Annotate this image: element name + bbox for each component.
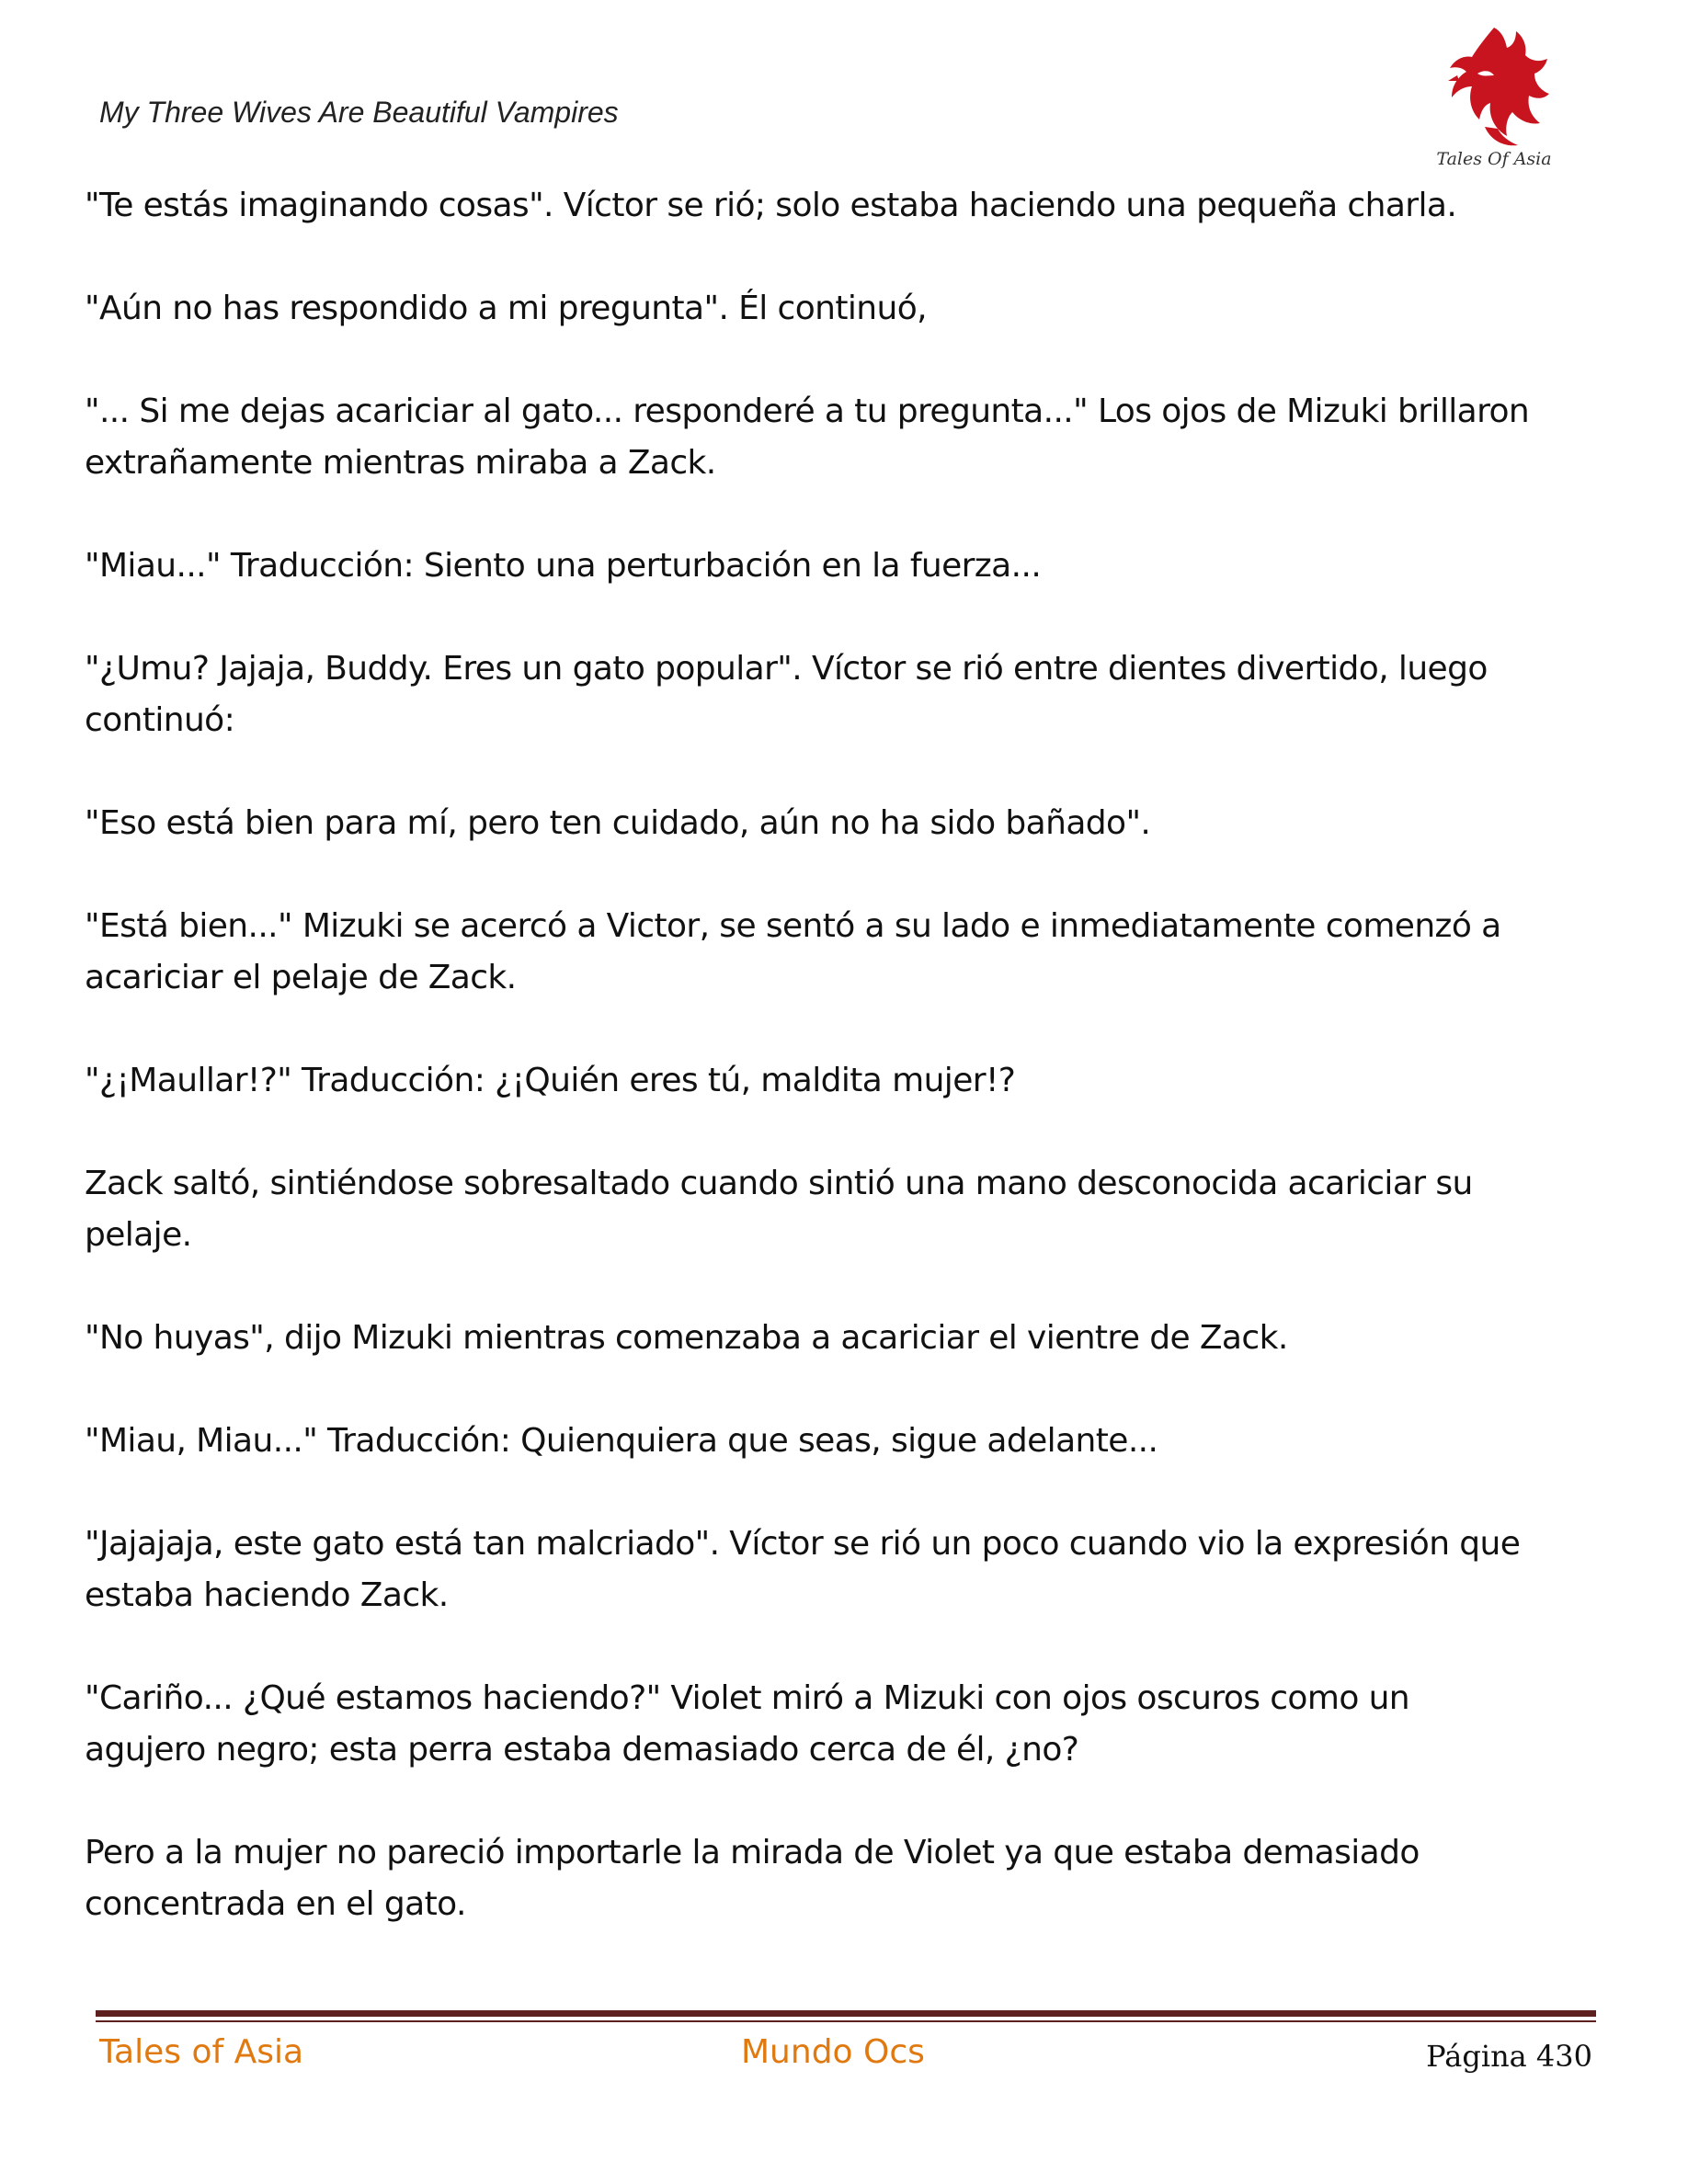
paragraph-line: "¿¡Maullar!?" Traducción: ¿¡Quién eres tú, maldita mujer!? (85, 1062, 1016, 1099)
header-title: My Three Wives Are Beautiful Vampires (99, 96, 619, 129)
page-number: Página 430 (1426, 2039, 1592, 2074)
chapter-body (85, 180, 1620, 1982)
paragraph-line: "Aún no has respondido a mi pregunta". Él continuó, (85, 290, 927, 327)
paragraph-line: "Miau, Miau..." Traducción: Quienquiera que seas, sigue adelante... (85, 1422, 1158, 1460)
paragraph-line: "Jajajaja, este gato está tan malcriado". Víctor se rió un poco cuando vio la expresión que (85, 1525, 1521, 1563)
paragraph (85, 798, 1620, 849)
paragraph-line: "Eso está bien para mí, pero ten cuidado, aún no ha sido bañado". (85, 804, 1151, 842)
paragraph (85, 540, 1620, 592)
paragraph-line: "Te estás imaginando cosas". Víctor se rió; solo estaba haciendo una pequeña charla. (85, 187, 1457, 224)
paragraph-line: Zack saltó, sintiéndose sobresaltado cuando sintió una mano desconocida acariciar su (85, 1165, 1473, 1202)
paragraph (85, 1416, 1620, 1467)
paragraph-line: estaba haciendo Zack. (85, 1576, 449, 1614)
paragraph-line: "¿Umu? Jajaja, Buddy. Eres un gato popular". Víctor se rió entre dientes divertido, luego (85, 650, 1488, 688)
paragraph (85, 1827, 1620, 1930)
paragraph-line: Pero a la mujer no pareció importarle la mirada de Violet ya que estaba demasiado (85, 1834, 1420, 1871)
footer-site-name: Tales of Asia (99, 2033, 304, 2071)
paragraph-line: "Miau..." Traducción: Siento una perturbación en la fuerza... (85, 547, 1042, 585)
paragraph (85, 1519, 1620, 1621)
paragraph (85, 283, 1620, 335)
logo-text: Tales Of Asia (1436, 149, 1552, 169)
paragraph-line: pelaje. (85, 1216, 192, 1254)
paragraph-line: "No huyas", dijo Mizuki mientras comenzaba a acariciar el vientre de Zack. (85, 1319, 1288, 1357)
footer-divider (96, 2010, 1596, 2017)
paragraph (85, 1313, 1620, 1364)
paragraph-line: continuó: (85, 701, 235, 739)
paragraph (85, 901, 1620, 1004)
paragraph (85, 643, 1620, 746)
paragraph-line: "Está bien..." Mizuki se acercó a Victor, se sentó a su lado e inmediatamente comenzó a (85, 907, 1501, 945)
paragraph-line: agujero negro; esta perra estaba demasiado cerca de él, ¿no? (85, 1731, 1079, 1769)
paragraph-line: acariciar el pelaje de Zack. (85, 959, 517, 996)
paragraph-line: "... Si me dejas acariciar al gato... responderé a tu pregunta..." Los ojos de Mizuki brillaron (85, 392, 1530, 430)
footer-section-name: Mundo Ocs (741, 2033, 925, 2071)
paragraph-line: extrañamente mientras miraba a Zack. (85, 444, 716, 482)
paragraph (85, 180, 1620, 232)
footer-divider-thin (96, 2020, 1596, 2022)
paragraph (85, 1158, 1620, 1261)
paragraph (85, 1055, 1620, 1107)
tales-of-asia-logo (1430, 20, 1558, 176)
paragraph (85, 1673, 1620, 1776)
paragraph-line: "Cariño... ¿Qué estamos haciendo?" Violet miró a Mizuki con ojos oscuros como un (85, 1679, 1410, 1717)
paragraph-line: concentrada en el gato. (85, 1885, 466, 1923)
paragraph (85, 386, 1620, 489)
